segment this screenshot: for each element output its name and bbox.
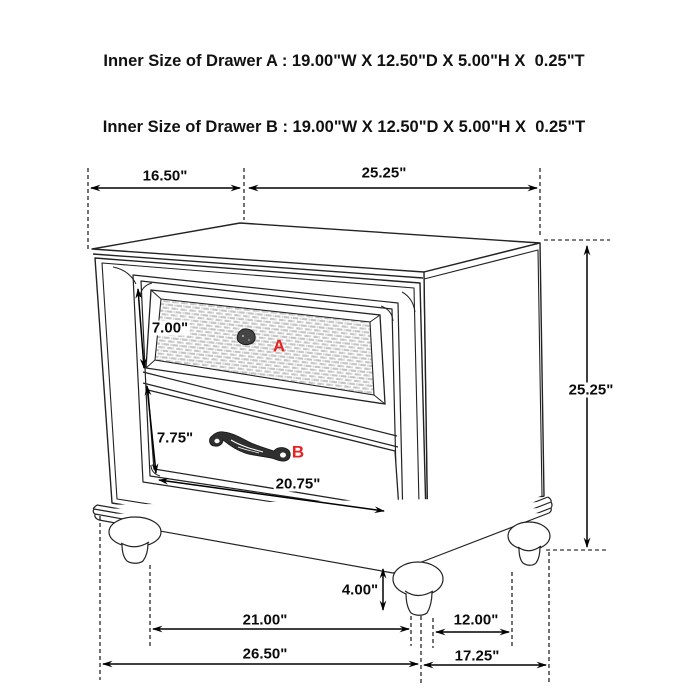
base-molding [93,497,552,573]
dim-top-width-label: 25.25" [361,164,407,182]
dim-base-inner-depth-label: 12.00" [453,611,499,629]
dim-top-depth-label: 16.50" [142,167,188,185]
foot-left [109,517,161,563]
dim-drawer-a-height-label: 7.00" [151,319,189,337]
foot-right [508,522,550,565]
drawer-a-knob [237,329,255,345]
drawer-a-label: A [272,336,286,356]
dim-base-overall-width-label: 26.50" [242,645,288,663]
dim-base-inner-width-label: 21.00" [242,611,288,629]
dim-base-overall-depth-label: 17.25" [454,647,500,665]
drawer-b-label: B [291,442,305,462]
dim-overall-height-label: 25.25" [568,381,614,399]
page-title [0,6,688,185]
dim-drawer-b-height-label: 7.75" [156,429,194,447]
drawer-b-inner-size-text: Inner Size of Drawer B : 19.00"W X 12.50"D X 5.00"H X 0.25"T [102,118,586,136]
dim-drawer-b-width-label: 20.75" [275,475,321,493]
foot-center [393,562,443,615]
dim-foot-height-label: 4.00" [341,581,379,599]
drawer-a-inner-size-text: Inner Size of Drawer A : 19.00"W X 12.50"D X 5.00"H X 0.25"T [103,52,585,70]
